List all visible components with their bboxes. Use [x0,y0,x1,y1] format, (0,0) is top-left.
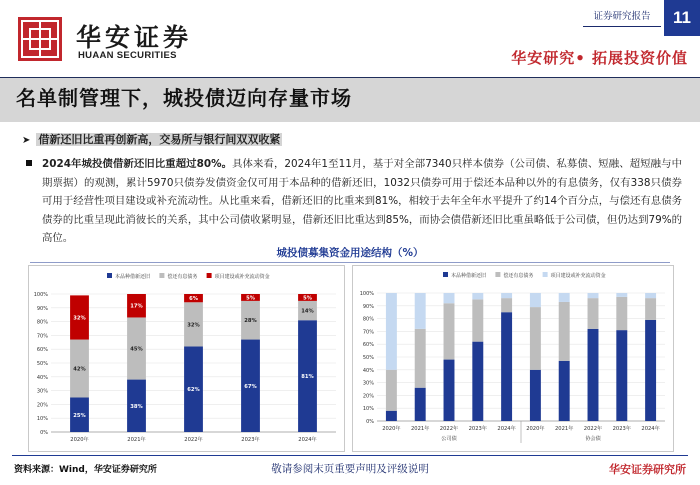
bar-segment [386,411,397,421]
x-tick-label: 2022年 [583,426,603,432]
data-label: 81% [301,374,314,381]
chart-panel-overall [28,265,345,452]
data-label: 38% [130,403,143,410]
bar-segment [559,293,570,302]
data-label: 67% [244,383,257,390]
data-source: 资料来源：Wind，华安证券研究所 [14,465,157,475]
legend-label-2: 项目建设或补充流动资金 [214,274,270,280]
bar-segment [501,298,512,312]
y-tick-label: 30% [362,380,374,387]
x-tick-label: 2023年 [468,426,487,432]
bar-segment [444,360,455,421]
bar-segment [415,293,426,329]
body-paragraph [42,155,682,248]
x-tick-label: 2021年 [411,426,430,432]
legend-swatch-1 [495,272,500,277]
bar-segment [530,293,541,307]
y-tick-label: 0% [40,430,48,436]
bar-segment [501,293,512,298]
y-tick-label: 80% [362,316,374,323]
y-tick-label: 70% [36,333,48,340]
page-title: 名单制管理下，城投债迈向存量市场 [16,86,352,110]
bar-segment [530,307,541,370]
brand-seal-icon [18,17,62,61]
bar-segment [588,293,599,298]
data-label: 25% [73,412,86,419]
y-tick-label: 70% [362,329,374,336]
legend-swatch-1 [159,273,164,278]
slogan: 华安研究• 拓展投资价值 [511,49,688,67]
chart-title: 城投债募集资金用途结构（%） [276,247,424,259]
x-tick-label: 2024年 [497,426,516,432]
legend-label-1: 偿还有息债务 [503,273,534,279]
bar-segment [530,370,541,421]
paragraph-lead: 2024年城投债借新还旧比重超过80%。 [42,158,233,170]
y-tick-label: 90% [36,305,48,312]
x-tick-label: 2020年 [70,437,89,443]
data-label: 62% [187,387,200,394]
bar-segment [444,293,455,303]
group-label: 协会债 [585,436,601,442]
stacked-bar-chart-by-type [353,266,673,451]
y-tick-label: 50% [36,361,48,367]
y-tick-label: 40% [362,367,374,374]
data-label: 5% [303,295,312,302]
report-type-label: 证券研究报告 [593,11,651,22]
section-heading [22,131,282,147]
square-bullet-icon [26,160,32,166]
y-tick-label: 60% [36,347,48,354]
brand-name-en: HUAAN SECURITIES [78,50,177,61]
bar-segment [559,302,570,361]
x-tick-label: 2021年 [127,437,146,443]
x-tick-label: 2024年 [298,437,317,443]
bar-segment [559,361,570,421]
arrow-bullet-icon: ➤ [22,135,31,146]
footer-brand: 华安证券研究所 [609,463,686,476]
bar-segment [588,329,599,421]
chart-panel-by-type [352,265,674,452]
legend-swatch-0 [443,272,448,277]
bar-segment [444,303,455,359]
data-label: 5% [246,295,255,302]
y-tick-label: 20% [36,402,48,409]
data-label: 28% [244,318,257,325]
data-label: 17% [130,303,143,310]
page-number: 11 [664,0,700,36]
y-tick-label: 10% [36,416,48,423]
y-tick-label: 80% [36,319,48,326]
brand-logo-mark [18,17,62,61]
x-tick-label: 2020年 [526,426,545,432]
x-tick-label: 2022年 [184,437,203,443]
legend-label-1: 偿还有息债务 [167,274,198,280]
y-tick-label: 100% [359,291,374,297]
y-tick-label: 30% [36,388,48,395]
bar-segment [645,320,656,421]
bar-segment [588,298,599,329]
data-label: 32% [187,322,200,329]
bar-segment [472,293,483,299]
data-label: 42% [73,366,86,373]
paragraph-body: 具体来看，2024年1至11月，基于对全部7340只样本债券（公司债、私募债、短融、超短融与中期票据）的观测，累计5970只债券发债资金仅可用于本品种的借新还旧，1032只债券可用于偿还本品种以外的有息债务，仅有338只债券可用于经营性项目建设或补充流动性。从比重来看，借新还旧的比重来到81%，相较于去年全年水平提升了约14个百分点，与偿还有息债务债券的比重呈现此消彼长的关系，其中公司债收紧明显，借新还旧比重达到85%，而协会债借新还旧比重虽略低于公司债，但仍达到79%的高位。 [42,158,682,244]
chart-title-rule [30,262,670,263]
legend-label-2: 项目建设或补充流动资金 [550,273,606,279]
x-tick-label: 2022年 [439,426,459,432]
x-tick-label: 2020年 [382,426,401,432]
bar-segment [472,342,483,421]
bar-segment [415,388,426,421]
bar-segment [645,298,656,320]
legend-swatch-0 [107,273,112,278]
y-tick-label: 100% [33,292,48,298]
y-tick-label: 10% [362,406,374,413]
section-heading-text: 借新还旧比重再创新高，交易所与银行间双双收紧 [38,133,281,146]
legend-label-0: 本品种借新还旧 [115,274,151,280]
legend-swatch-2 [207,273,212,278]
y-tick-label: 60% [362,342,374,349]
bar-segment [386,370,397,411]
y-tick-label: 50% [362,355,374,361]
bar-segment [415,329,426,388]
bar-segment [616,297,627,330]
bar-segment [645,293,656,298]
x-tick-label: 2021年 [555,426,574,432]
footer-rule [12,455,688,456]
x-tick-label: 2023年 [241,437,260,443]
legend-swatch-2 [543,272,548,277]
report-type-underline [583,26,661,27]
y-tick-label: 40% [36,374,48,381]
bar-segment [386,293,397,370]
y-tick-label: 20% [362,393,374,400]
data-label: 14% [301,308,314,315]
group-label: 公司债 [441,436,457,442]
stacked-bar-chart-overall [29,266,344,451]
bar-segment [472,299,483,341]
x-tick-label: 2023年 [612,426,631,432]
y-tick-label: 90% [362,303,374,310]
legend-label-0: 本品种借新还旧 [451,273,487,279]
bar-segment [501,312,512,421]
brand-name-cn: 华安证券 [76,23,193,52]
disclaimer-note: 敬请参阅末页重要声明及评级说明 [271,463,429,475]
data-label: 32% [73,315,86,322]
y-tick-label: 0% [366,419,374,425]
bar-segment [616,330,627,421]
data-label: 45% [130,346,143,353]
x-tick-label: 2024年 [641,426,660,432]
data-label: 6% [189,296,198,303]
bar-segment [616,293,627,297]
